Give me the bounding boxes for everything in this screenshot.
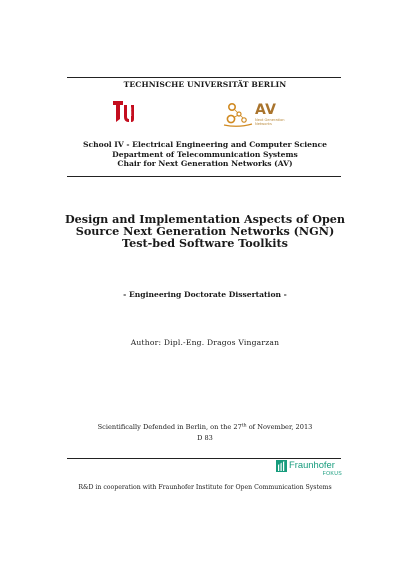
defense-statement [40, 422, 370, 433]
dissertation-type: - Engineering Doctorate Dissertation - [123, 290, 287, 299]
fraunhofer-name: Fraunhofer [289, 459, 335, 470]
affiliation-school: School IV - Electrical Engineering and Computer Science [83, 140, 327, 149]
defense-superscript: th [241, 423, 247, 429]
tu-logo-label: berlin [128, 106, 133, 116]
av-logo-letters: AV [255, 102, 277, 118]
author-line: Author: Dipl.-Eng. Dragos Vingarzan [130, 338, 280, 347]
defense-text-start: Scientifically Defended in Berlin, on the 27 [97, 423, 242, 431]
defense-text-end: of November, 2013 [246, 423, 313, 431]
cooperation-note: R&D in cooperation with Fraunhofer Institute for Open Communication Systems [78, 484, 332, 491]
thesis-title-line: Source Next Generation Networks (NGN) [75, 224, 335, 238]
top-divider [67, 77, 341, 78]
affiliation-department: Department of Telecommunication Systems [112, 149, 298, 159]
fraunhofer-fokus-logo [276, 459, 342, 481]
thesis-title-line: Design and Implementation Aspects of Open [64, 212, 346, 226]
thesis-title-line: Test-bed Software Toolkits [122, 236, 288, 250]
university-name: TECHNISCHE UNIVERSITÄT BERLIN [123, 80, 287, 89]
affiliation-divider [67, 176, 341, 177]
thesis-title [40, 213, 370, 249]
affiliation-block [40, 140, 370, 169]
tu-berlin-logo-icon [113, 100, 135, 126]
av-logo-tagline: Next Generation Networks [255, 118, 285, 126]
fraunhofer-institute: FOKUS [322, 471, 342, 477]
dissertation-code: D 83 [197, 434, 213, 442]
defense-block [40, 422, 370, 444]
affiliation-chair: Chair for Next Generation Networks (AV) [117, 159, 293, 169]
fraunhofer-mark-icon [276, 460, 287, 472]
